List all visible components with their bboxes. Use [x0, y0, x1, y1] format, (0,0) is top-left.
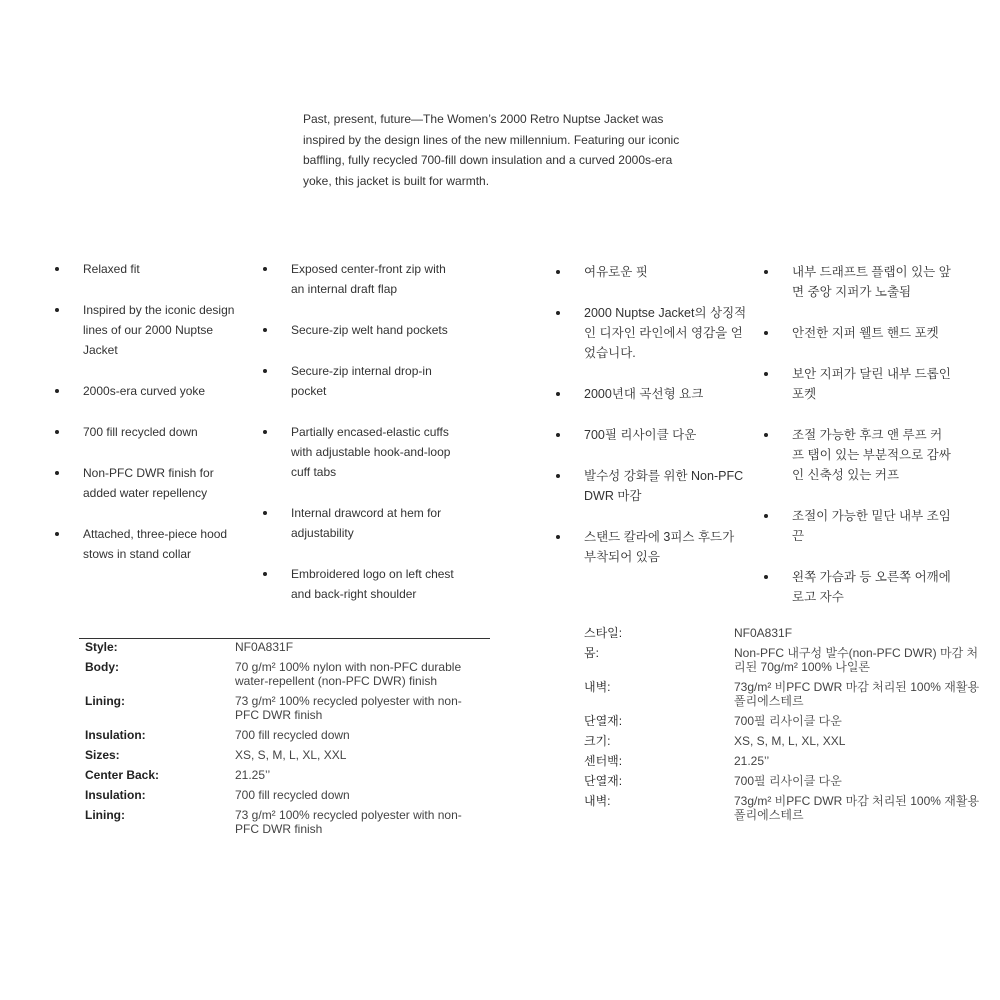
- features-en-col2: [291, 259, 456, 625]
- spec-table-ko: [584, 626, 984, 828]
- feature-item: Partially encased-elastic cuffs with adjustable hook-and-loop cuff tabs: [291, 422, 456, 482]
- feature-item: 발수성 강화를 위한 Non-PFC DWR 마감: [584, 466, 749, 506]
- spec-label: Insulation:: [85, 788, 146, 802]
- features-ko-col2: [792, 262, 952, 628]
- feature-item: 700 fill recycled down: [83, 422, 243, 442]
- bullet-icon: [263, 369, 267, 373]
- spec-row: [85, 748, 485, 768]
- bullet-icon: [55, 532, 59, 536]
- feature-item: Secure-zip welt hand pockets: [291, 320, 456, 340]
- feature-item: 2000s-era curved yoke: [83, 381, 243, 401]
- bullet-icon: [55, 267, 59, 271]
- spec-row: [85, 768, 485, 788]
- spec-value: XS, S, M, L, XL, XXL: [734, 734, 846, 748]
- bullet-icon: [764, 331, 768, 335]
- spec-row: [584, 734, 984, 754]
- spec-value: 70 g/m² 100% nylon with non-PFC durable water-repellent (non-PFC DWR) finish: [235, 660, 462, 688]
- spec-label: Center Back:: [85, 768, 160, 782]
- bullet-icon: [55, 308, 59, 312]
- feature-item: 2000년대 곡선형 요크: [584, 384, 749, 404]
- feature-item: 조절 가능한 후크 앤 루프 커프 탭이 있는 부분적으로 감싸인 신축성 있는 커프: [792, 425, 952, 485]
- spec-value: 73 g/m² 100% recycled polyester with non-PFC DWR finish: [235, 808, 462, 836]
- spec-label: Sizes:: [85, 748, 120, 762]
- bullet-icon: [55, 389, 59, 393]
- feature-item: 왼쪽 가슴과 등 오른쪽 어깨에 로고 자수: [792, 567, 952, 607]
- bullet-icon: [263, 267, 267, 271]
- product-description: Past, present, future—The Women’s 2000 Retro Nuptse Jacket was inspired by the design lines of the new millennium. Featuring our iconic baffling, fully recycled 700-fill down insulation and a curved 2000s-era yoke, this jacket is built for warmth.: [303, 112, 680, 188]
- spec-row: [85, 728, 485, 748]
- spec-label: Style:: [85, 640, 118, 654]
- spec-label: Lining:: [85, 694, 125, 708]
- bullet-icon: [556, 433, 560, 437]
- spec-value: 73 g/m² 100% recycled polyester with non-PFC DWR finish: [235, 694, 462, 722]
- bullet-icon: [556, 535, 560, 539]
- spec-value: 700 fill recycled down: [235, 728, 350, 742]
- spec-row: [584, 646, 984, 680]
- feature-item: 조절이 가능한 밑단 내부 조임끈: [792, 506, 952, 546]
- spec-label: 단열재:: [584, 714, 623, 728]
- spec-label: 센터백:: [584, 754, 623, 768]
- spec-label: 내벽:: [584, 680, 611, 694]
- spec-label: Insulation:: [85, 728, 146, 742]
- feature-item: 보안 지퍼가 달린 내부 드롭인 포켓: [792, 364, 952, 404]
- spec-row: [584, 714, 984, 734]
- bullet-icon: [556, 311, 560, 315]
- feature-item: Embroidered logo on left chest and back-right shoulder: [291, 564, 456, 604]
- spec-row: [584, 626, 984, 646]
- spec-row: [584, 680, 984, 714]
- bullet-icon: [764, 372, 768, 376]
- feature-item: Inspired by the iconic design lines of our 2000 Nuptse Jacket: [83, 300, 243, 360]
- bullet-icon: [556, 392, 560, 396]
- bullet-icon: [556, 270, 560, 274]
- spec-value: NF0A831F: [734, 626, 793, 640]
- spec-label: Body:: [85, 660, 119, 674]
- spec-row: [85, 660, 485, 694]
- spec-label: 스타일:: [584, 626, 623, 640]
- feature-item: 안전한 지퍼 웰트 핸드 포켓: [792, 323, 952, 343]
- feature-item: Relaxed fit: [83, 259, 243, 279]
- spec-row: [85, 694, 485, 728]
- feature-item: 2000 Nuptse Jacket의 상징적인 디자인 라인에서 영감을 얻었습니다.: [584, 303, 749, 363]
- spec-row: [584, 774, 984, 794]
- bullet-icon: [263, 328, 267, 332]
- spec-row: [85, 808, 485, 842]
- features-en-col1: [83, 259, 243, 585]
- spec-label: 내벽:: [584, 794, 611, 808]
- feature-item: Secure-zip internal drop-in pocket: [291, 361, 456, 401]
- feature-item: Internal drawcord at hem for adjustability: [291, 503, 456, 543]
- features-ko-col1: [584, 262, 749, 588]
- spec-label: 크기:: [584, 734, 611, 748]
- bullet-icon: [556, 474, 560, 478]
- feature-item: 700필 리사이클 다운: [584, 425, 749, 445]
- spec-table-en: [85, 640, 485, 842]
- spec-value: 73g/m² 비PFC DWR 마감 처리된 100% 재활용 폴리에스테르: [734, 794, 980, 822]
- feature-item: 스탠드 칼라에 3피스 후드가 부착되어 있음: [584, 527, 749, 567]
- bullet-icon: [764, 514, 768, 518]
- bullet-icon: [263, 572, 267, 576]
- spec-label: 단열재:: [584, 774, 623, 788]
- spec-value: 700필 리사이클 다운: [734, 714, 842, 728]
- spec-value: 21.25’’: [734, 754, 770, 768]
- spec-value: Non-PFC 내구성 발수(non-PFC DWR) 마감 처리된 70g/m² 100% 나일론: [734, 646, 979, 674]
- bullet-icon: [263, 511, 267, 515]
- spec-value: 700 fill recycled down: [235, 788, 350, 802]
- bullet-icon: [764, 575, 768, 579]
- spec-value: NF0A831F: [235, 640, 294, 654]
- feature-item: 여유로운 핏: [584, 262, 749, 282]
- spec-row: [584, 794, 984, 828]
- spec-row: [85, 788, 485, 808]
- feature-item: Attached, three-piece hood stows in stand collar: [83, 524, 243, 564]
- bullet-icon: [55, 430, 59, 434]
- feature-item: 내부 드래프트 플랩이 있는 앞면 중앙 지퍼가 노출됨: [792, 262, 952, 302]
- bullet-icon: [764, 270, 768, 274]
- spec-value: 73g/m² 비PFC DWR 마감 처리된 100% 재활용 폴리에스테르: [734, 680, 980, 708]
- divider: [79, 638, 490, 639]
- bullet-icon: [55, 471, 59, 475]
- feature-item: Non-PFC DWR finish for added water repellency: [83, 463, 243, 503]
- spec-row: [85, 640, 485, 660]
- spec-label: 몸:: [584, 646, 599, 660]
- spec-row: [584, 754, 984, 774]
- bullet-icon: [764, 433, 768, 437]
- spec-value: 700필 리사이클 다운: [734, 774, 842, 788]
- feature-item: Exposed center-front zip with an internal draft flap: [291, 259, 456, 299]
- spec-value: 21.25’’: [235, 768, 271, 782]
- spec-value: XS, S, M, L, XL, XXL: [235, 748, 347, 762]
- spec-label: Lining:: [85, 808, 125, 822]
- bullet-icon: [263, 430, 267, 434]
